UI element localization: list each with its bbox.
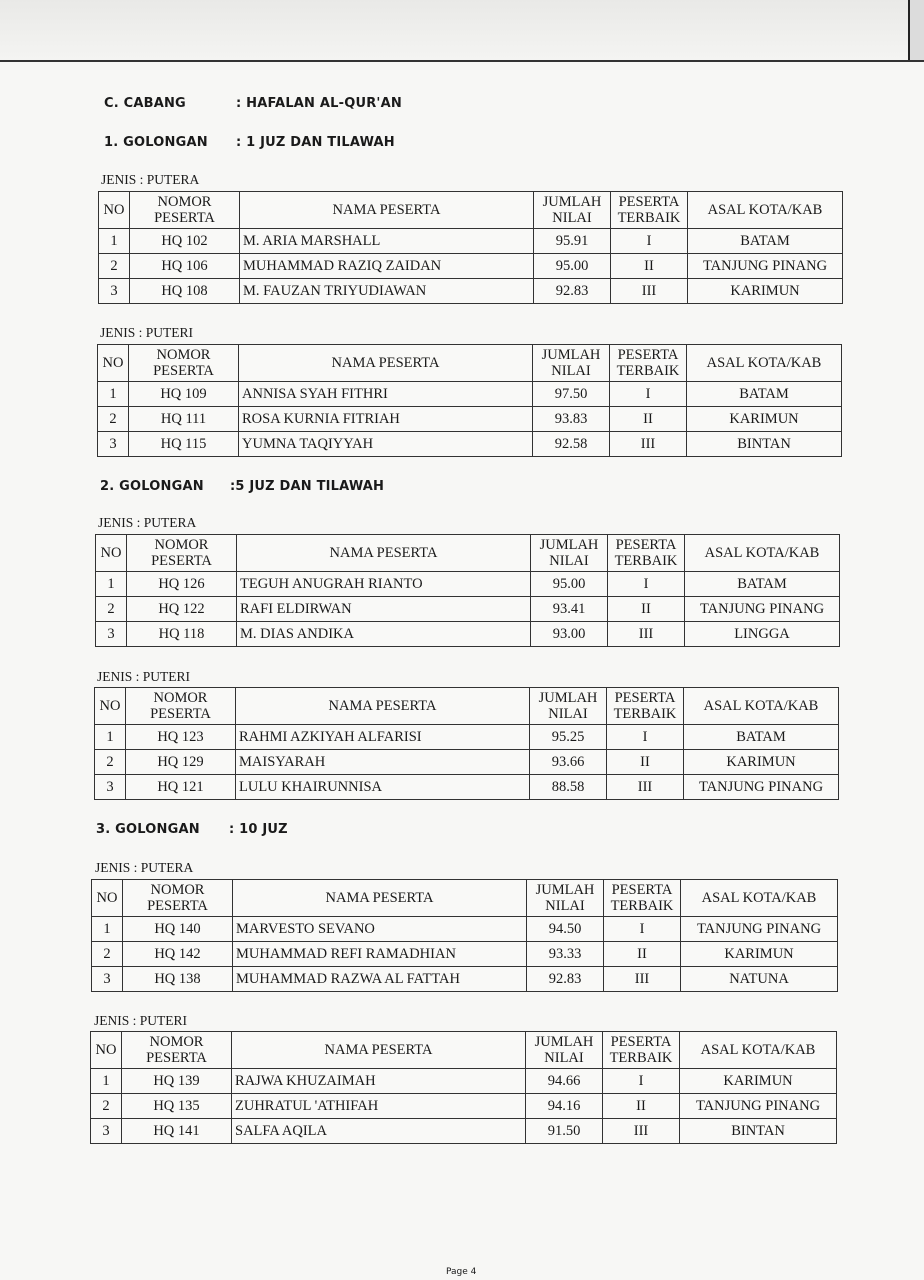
row-no: 3: [91, 1119, 122, 1144]
peserta-terbaik: II: [604, 942, 681, 967]
jenis-label: JENIS : PUTERI: [94, 1013, 188, 1028]
col-nama-peserta: [239, 345, 533, 382]
row-no: 3: [95, 775, 126, 800]
row-no: 3: [96, 622, 127, 647]
table-row: [95, 775, 839, 800]
col-peserta-terbaik-text: PESERTA: [618, 194, 680, 210]
col-peserta-terbaik: [610, 345, 687, 382]
row-no: 3: [92, 967, 123, 992]
col-nomor-peserta: [127, 535, 237, 572]
col-nomor-peserta-text: NOMOR: [153, 690, 208, 706]
col-nomor-peserta-text: PESERTA: [147, 898, 208, 914]
asal-kota: TANJUNG PINANG: [681, 917, 838, 942]
table-row: [99, 254, 843, 279]
jumlah-nilai: 88.58: [530, 775, 607, 800]
col-nama-peserta-text: NAMA PESERTA: [329, 545, 438, 561]
col-peserta-terbaik-text: TERBAIK: [610, 898, 674, 914]
col-nomor-peserta: [122, 1032, 232, 1069]
col-jumlah-nilai-text: NILAI: [551, 363, 591, 379]
page-binding-edge: [908, 0, 924, 60]
col-nama-peserta: [237, 535, 531, 572]
col-nomor-peserta-text: NOMOR: [154, 537, 209, 553]
table-header-row: [92, 880, 838, 917]
asal-kota: KARIMUN: [680, 1069, 837, 1094]
col-nomor-peserta-text: PESERTA: [146, 1050, 207, 1066]
nama-peserta: YUMNA TAQIYYAH: [239, 432, 533, 457]
table-header-row: [95, 688, 839, 725]
col-asal-kota: [680, 1032, 837, 1069]
col-asal-kota-text: ASAL KOTA/KAB: [704, 545, 820, 561]
nama-peserta: ROSA KURNIA FITRIAH: [239, 407, 533, 432]
col-no-text: NO: [100, 545, 122, 561]
table-header-row: [98, 345, 842, 382]
peserta-terbaik: III: [608, 622, 685, 647]
col-nomor-peserta: [126, 688, 236, 725]
col-peserta-terbaik-text: TERBAIK: [609, 1050, 673, 1066]
peserta-terbaik: III: [611, 279, 688, 304]
jumlah-nilai: 93.83: [533, 407, 610, 432]
col-no-text: NO: [102, 355, 124, 371]
table-row: [95, 725, 839, 750]
peserta-terbaik: III: [607, 775, 684, 800]
col-jumlah-nilai: [533, 345, 610, 382]
jenis-label: JENIS : PUTERA: [98, 515, 197, 530]
heading-label: 1. GOLONGAN: [104, 135, 208, 150]
peserta-terbaik: I: [611, 229, 688, 254]
col-no: [99, 192, 130, 229]
col-peserta-terbaik-text: TERBAIK: [613, 706, 677, 722]
col-nama-peserta-text: NAMA PESERTA: [325, 890, 434, 906]
col-nama-peserta: [232, 1032, 526, 1069]
peserta-terbaik: II: [608, 597, 685, 622]
heading-value: : 1 JUZ DAN TILAWAH: [236, 135, 395, 150]
results-table: [97, 344, 842, 457]
jumlah-nilai: 95.25: [530, 725, 607, 750]
nama-peserta: MARVESTO SEVANO: [233, 917, 527, 942]
table-row: [92, 967, 838, 992]
col-nama-peserta-text: NAMA PESERTA: [324, 1042, 433, 1058]
nama-peserta: MUHAMMAD RAZWA AL FATTAH: [233, 967, 527, 992]
results-table: [94, 687, 839, 800]
peserta-terbaik: II: [607, 750, 684, 775]
page-number: Page 4: [446, 1267, 477, 1277]
col-nomor-peserta: [129, 345, 239, 382]
results-table: [90, 1031, 837, 1144]
peserta-terbaik: I: [607, 725, 684, 750]
asal-kota: KARIMUN: [687, 407, 842, 432]
peserta-terbaik: I: [610, 382, 687, 407]
nomor-peserta: HQ 115: [129, 432, 239, 457]
nomor-peserta: HQ 142: [123, 942, 233, 967]
peserta-terbaik: III: [604, 967, 681, 992]
asal-kota: TANJUNG PINANG: [680, 1094, 837, 1119]
col-peserta-terbaik-text: PESERTA: [617, 347, 679, 363]
nomor-peserta: HQ 106: [130, 254, 240, 279]
col-nama-peserta: [236, 688, 530, 725]
col-asal-kota-text: ASAL KOTA/KAB: [707, 202, 823, 218]
row-no: 3: [98, 432, 129, 457]
col-nomor-peserta-text: NOMOR: [156, 347, 211, 363]
jumlah-nilai: 93.00: [531, 622, 608, 647]
jumlah-nilai: 97.50: [533, 382, 610, 407]
jumlah-nilai: 91.50: [526, 1119, 603, 1144]
col-peserta-terbaik: [607, 688, 684, 725]
col-jumlah-nilai: [530, 688, 607, 725]
results-table: [98, 191, 843, 304]
asal-kota: TANJUNG PINANG: [684, 775, 839, 800]
col-nama-peserta: [240, 192, 534, 229]
nomor-peserta: HQ 138: [123, 967, 233, 992]
nama-peserta: MUHAMMAD REFI RAMADHIAN: [233, 942, 527, 967]
col-nomor-peserta-text: PESERTA: [150, 706, 211, 722]
col-jumlah-nilai-text: JUMLAH: [542, 194, 602, 210]
jumlah-nilai: 92.83: [527, 967, 604, 992]
col-jumlah-nilai-text: JUMLAH: [538, 690, 598, 706]
col-no: [96, 535, 127, 572]
jenis-label: JENIS : PUTERA: [95, 860, 194, 875]
nama-peserta: MUHAMMAD RAZIQ ZAIDAN: [240, 254, 534, 279]
jenis-label: JENIS : PUTERI: [100, 325, 194, 340]
asal-kota: TANJUNG PINANG: [685, 597, 840, 622]
asal-kota: BINTAN: [687, 432, 842, 457]
table-row: [99, 279, 843, 304]
asal-kota: BINTAN: [680, 1119, 837, 1144]
nama-peserta: TEGUH ANUGRAH RIANTO: [237, 572, 531, 597]
col-no-text: NO: [95, 1042, 117, 1058]
nomor-peserta: HQ 102: [130, 229, 240, 254]
col-jumlah-nilai-text: JUMLAH: [541, 347, 601, 363]
heading-label: 2. GOLONGAN: [100, 479, 204, 494]
nama-peserta: RAJWA KHUZAIMAH: [232, 1069, 526, 1094]
golongan-heading: [104, 135, 395, 150]
table-row: [98, 382, 842, 407]
table-row: [91, 1094, 837, 1119]
jumlah-nilai: 94.50: [527, 917, 604, 942]
asal-kota: BATAM: [687, 382, 842, 407]
row-no: 1: [92, 917, 123, 942]
nama-peserta: MAISYARAH: [236, 750, 530, 775]
col-peserta-terbaik-text: PESERTA: [614, 690, 676, 706]
row-no: 2: [91, 1094, 122, 1119]
col-peserta-terbaik-text: PESERTA: [615, 537, 677, 553]
jumlah-nilai: 95.00: [531, 572, 608, 597]
col-asal-kota: [687, 345, 842, 382]
table-row: [96, 622, 840, 647]
col-peserta-terbaik: [608, 535, 685, 572]
col-nomor-peserta-text: NOMOR: [149, 1034, 204, 1050]
col-peserta-terbaik-text: TERBAIK: [617, 210, 681, 226]
nomor-peserta: HQ 135: [122, 1094, 232, 1119]
row-no: 3: [99, 279, 130, 304]
col-no: [92, 880, 123, 917]
col-no-text: NO: [103, 202, 125, 218]
col-nomor-peserta: [130, 192, 240, 229]
peserta-terbaik: I: [608, 572, 685, 597]
jumlah-nilai: 93.41: [531, 597, 608, 622]
col-jumlah-nilai-text: NILAI: [544, 1050, 584, 1066]
jumlah-nilai: 92.83: [534, 279, 611, 304]
peserta-terbaik: III: [610, 432, 687, 457]
col-jumlah-nilai-text: NILAI: [552, 210, 592, 226]
golongan-heading: [100, 479, 385, 494]
jumlah-nilai: 93.33: [527, 942, 604, 967]
nama-peserta: SALFA AQILA: [232, 1119, 526, 1144]
row-no: 2: [98, 407, 129, 432]
asal-kota: KARIMUN: [681, 942, 838, 967]
col-peserta-terbaik-text: TERBAIK: [616, 363, 680, 379]
row-no: 1: [99, 229, 130, 254]
table-header-row: [96, 535, 840, 572]
table-header-row: [91, 1032, 837, 1069]
table-row: [92, 917, 838, 942]
col-nama-peserta: [233, 880, 527, 917]
col-asal-kota-text: ASAL KOTA/KAB: [703, 698, 819, 714]
cabang-heading: [104, 96, 402, 111]
nama-peserta: M. ARIA MARSHALL: [240, 229, 534, 254]
col-nama-peserta-text: NAMA PESERTA: [328, 698, 437, 714]
col-no: [98, 345, 129, 382]
col-nomor-peserta-text: NOMOR: [150, 882, 205, 898]
nomor-peserta: HQ 118: [127, 622, 237, 647]
asal-kota: LINGGA: [685, 622, 840, 647]
row-no: 2: [95, 750, 126, 775]
col-peserta-terbaik: [603, 1032, 680, 1069]
col-nama-peserta-text: NAMA PESERTA: [331, 355, 440, 371]
nama-peserta: ANNISA SYAH FITHRI: [239, 382, 533, 407]
table-row: [91, 1119, 837, 1144]
col-asal-kota-text: ASAL KOTA/KAB: [706, 355, 822, 371]
peserta-terbaik: I: [604, 917, 681, 942]
asal-kota: NATUNA: [681, 967, 838, 992]
col-asal-kota: [688, 192, 843, 229]
results-table: [91, 879, 838, 992]
table-row: [91, 1069, 837, 1094]
table-row: [96, 572, 840, 597]
nomor-peserta: HQ 122: [127, 597, 237, 622]
asal-kota: BATAM: [685, 572, 840, 597]
row-no: 2: [99, 254, 130, 279]
peserta-terbaik: II: [603, 1094, 680, 1119]
col-nomor-peserta-text: PESERTA: [151, 553, 212, 569]
col-jumlah-nilai-text: NILAI: [545, 898, 585, 914]
nomor-peserta: HQ 123: [126, 725, 236, 750]
asal-kota: TANJUNG PINANG: [688, 254, 843, 279]
col-asal-kota-text: ASAL KOTA/KAB: [701, 890, 817, 906]
table-row: [95, 750, 839, 775]
peserta-terbaik: II: [610, 407, 687, 432]
col-asal-kota: [681, 880, 838, 917]
nama-peserta: M. DIAS ANDIKA: [237, 622, 531, 647]
col-peserta-terbaik: [611, 192, 688, 229]
table-row: [98, 432, 842, 457]
jenis-label: JENIS : PUTERA: [101, 172, 200, 187]
col-nomor-peserta-text: NOMOR: [157, 194, 212, 210]
col-no: [95, 688, 126, 725]
nomor-peserta: HQ 109: [129, 382, 239, 407]
col-asal-kota: [684, 688, 839, 725]
col-no: [91, 1032, 122, 1069]
row-no: 2: [92, 942, 123, 967]
col-peserta-terbaik-text: TERBAIK: [614, 553, 678, 569]
jenis-label: JENIS : PUTERI: [97, 669, 191, 684]
jumlah-nilai: 94.16: [526, 1094, 603, 1119]
table-row: [96, 597, 840, 622]
col-no-text: NO: [96, 890, 118, 906]
table-row: [98, 407, 842, 432]
nomor-peserta: HQ 141: [122, 1119, 232, 1144]
nomor-peserta: HQ 140: [123, 917, 233, 942]
heading-label: 3. GOLONGAN: [96, 822, 200, 837]
table-header-row: [99, 192, 843, 229]
peserta-terbaik: II: [611, 254, 688, 279]
table-row: [92, 942, 838, 967]
nomor-peserta: HQ 126: [127, 572, 237, 597]
row-no: 1: [91, 1069, 122, 1094]
nomor-peserta: HQ 108: [130, 279, 240, 304]
col-jumlah-nilai: [531, 535, 608, 572]
col-jumlah-nilai-text: NILAI: [548, 706, 588, 722]
results-table: [95, 534, 840, 647]
col-no-text: NO: [99, 698, 121, 714]
row-no: 1: [95, 725, 126, 750]
col-jumlah-nilai: [534, 192, 611, 229]
col-jumlah-nilai-text: JUMLAH: [539, 537, 599, 553]
nama-peserta: LULU KHAIRUNNISA: [236, 775, 530, 800]
jumlah-nilai: 95.00: [534, 254, 611, 279]
nama-peserta: RAHMI AZKIYAH ALFARISI: [236, 725, 530, 750]
heading-value: : 10 JUZ: [229, 822, 288, 837]
col-peserta-terbaik: [604, 880, 681, 917]
heading-label: C. CABANG: [104, 96, 186, 111]
col-jumlah-nilai: [527, 880, 604, 917]
row-no: 1: [96, 572, 127, 597]
col-nomor-peserta: [123, 880, 233, 917]
previous-page-edge: [0, 0, 924, 62]
table-row: [99, 229, 843, 254]
col-nomor-peserta-text: PESERTA: [153, 363, 214, 379]
col-asal-kota-text: ASAL KOTA/KAB: [700, 1042, 816, 1058]
peserta-terbaik: I: [603, 1069, 680, 1094]
jumlah-nilai: 92.58: [533, 432, 610, 457]
asal-kota: KARIMUN: [688, 279, 843, 304]
nama-peserta: RAFI ELDIRWAN: [237, 597, 531, 622]
col-jumlah-nilai-text: NILAI: [549, 553, 589, 569]
heading-value: :5 JUZ DAN TILAWAH: [230, 479, 385, 494]
row-no: 2: [96, 597, 127, 622]
jumlah-nilai: 94.66: [526, 1069, 603, 1094]
nomor-peserta: HQ 139: [122, 1069, 232, 1094]
nomor-peserta: HQ 111: [129, 407, 239, 432]
nama-peserta: ZUHRATUL 'ATHIFAH: [232, 1094, 526, 1119]
row-no: 1: [98, 382, 129, 407]
col-nama-peserta-text: NAMA PESERTA: [332, 202, 441, 218]
nomor-peserta: HQ 129: [126, 750, 236, 775]
nama-peserta: M. FAUZAN TRIYUDIAWAN: [240, 279, 534, 304]
jumlah-nilai: 95.91: [534, 229, 611, 254]
col-jumlah-nilai-text: JUMLAH: [535, 882, 595, 898]
asal-kota: BATAM: [688, 229, 843, 254]
col-asal-kota: [685, 535, 840, 572]
col-peserta-terbaik-text: PESERTA: [611, 882, 673, 898]
col-jumlah-nilai-text: JUMLAH: [534, 1034, 594, 1050]
jumlah-nilai: 93.66: [530, 750, 607, 775]
peserta-terbaik: III: [603, 1119, 680, 1144]
col-nomor-peserta-text: PESERTA: [154, 210, 215, 226]
asal-kota: KARIMUN: [684, 750, 839, 775]
col-jumlah-nilai: [526, 1032, 603, 1069]
col-peserta-terbaik-text: PESERTA: [610, 1034, 672, 1050]
asal-kota: BATAM: [684, 725, 839, 750]
nomor-peserta: HQ 121: [126, 775, 236, 800]
heading-value: : HAFALAN AL-QUR'AN: [236, 96, 402, 111]
golongan-heading: [96, 822, 288, 837]
